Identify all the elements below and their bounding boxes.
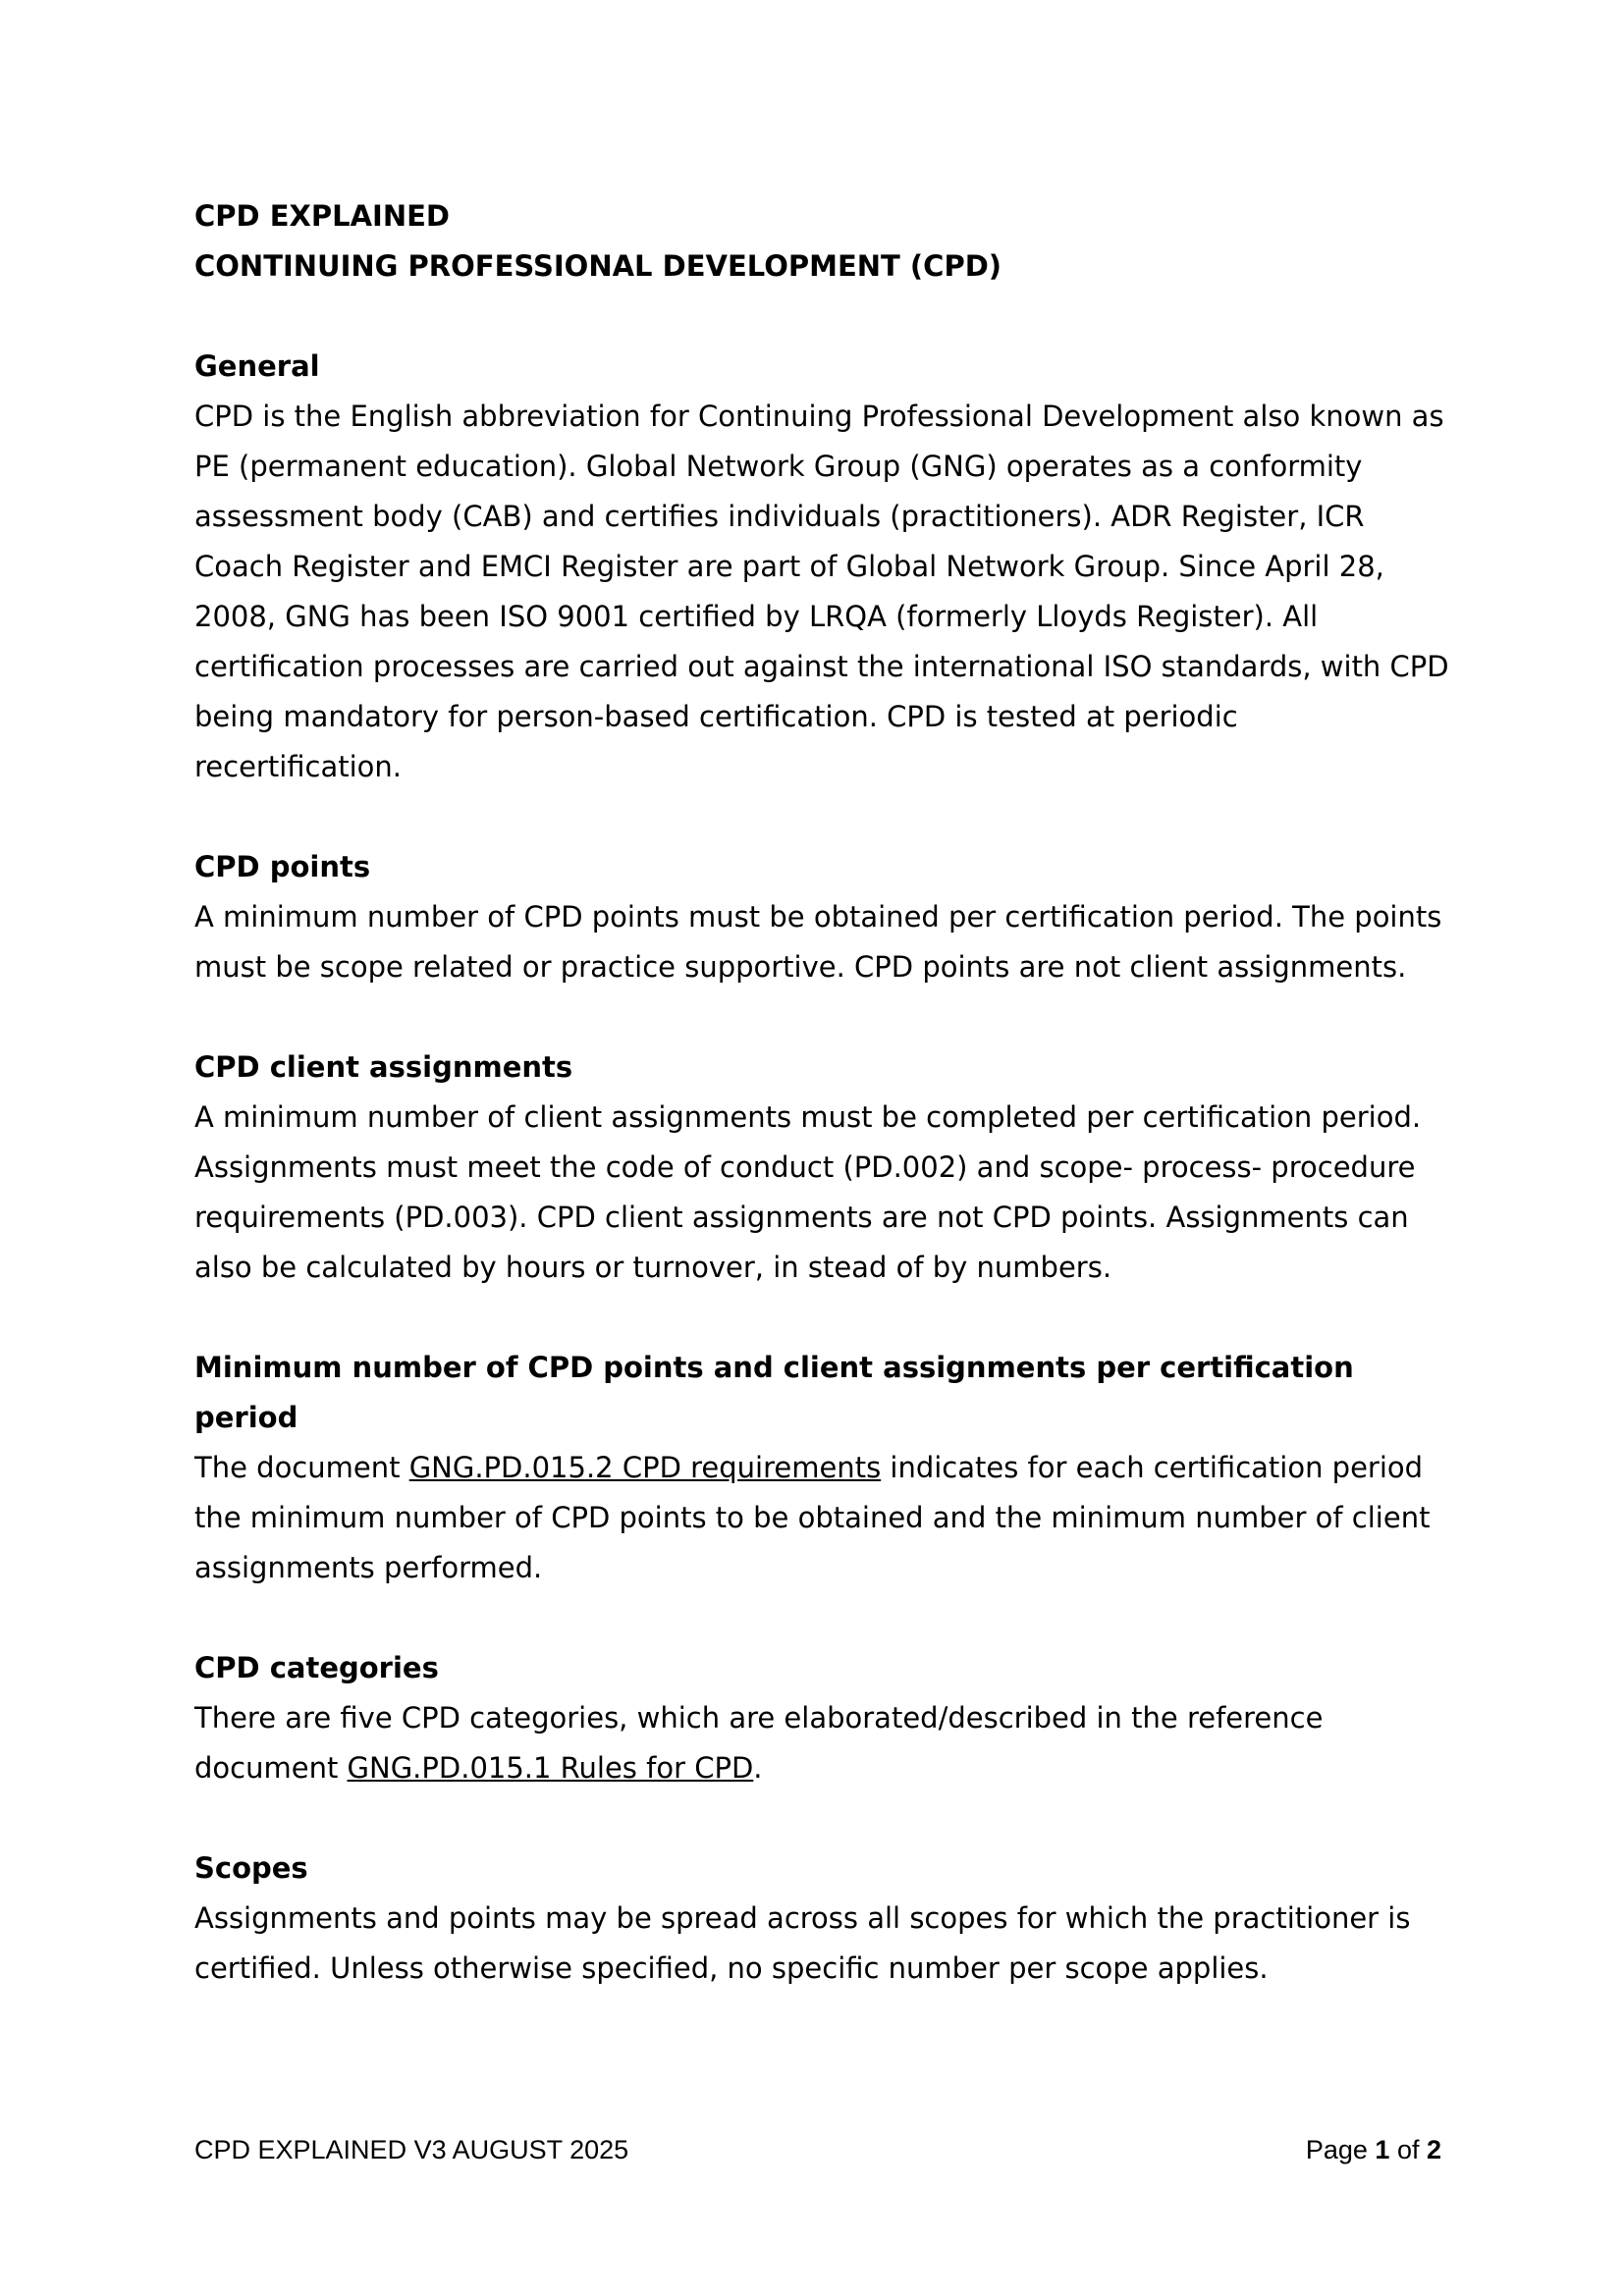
section-text: CPD is the English abbreviation for Continuing Professional Development also known as PE (permanent education). Global Network Group (GNG) operates as a conformity assessment body (CAB) and certifies individuals (practitioners). ADR Register, ICR Coach Register and EMCI Register are part of Global Network Group. Since April 28, 2008, GNG has been ISO 9001 certified by LRQA (formerly Lloyds Register). All certification processes are carried out against the international ISO standards, with CPD being mandatory for person-based certification. CPD is tested at periodic recertification. [194, 400, 1449, 783]
section-categories [194, 1643, 1451, 1793]
section-general [194, 342, 1451, 792]
section-text [194, 1693, 1451, 1793]
section-text: A minimum number of client assignments must be completed per certification period. Assignments must meet the code of conduct (PD.002) and scope- process- procedure requirements (PD.003). CPD client assignments are not CPD points. Assignments can also be calculated by hours or turnover, in stead of by numbers. [194, 1100, 1422, 1284]
section-scopes [194, 1843, 1451, 1994]
section-heading: CPD categories [194, 1651, 439, 1684]
section-minimum [194, 1343, 1451, 1593]
text-fragment: The document [194, 1451, 409, 1484]
section-text: A minimum number of CPD points must be obtained per certification period. The points must be scope related or practice supportive. CPD points are not client assignments. [194, 900, 1442, 984]
section-cpd-points [194, 842, 1451, 992]
page-number [1306, 2132, 1441, 2167]
page-current: 1 [1375, 2135, 1390, 2164]
page-of: of [1389, 2135, 1427, 2164]
page-word: Page [1305, 2135, 1376, 2164]
section-client-assignments [194, 1042, 1451, 1293]
section-text [194, 1443, 1451, 1593]
text-fragment: There are five CPD categories, which are elaborated/described in the reference document [194, 1701, 1324, 1785]
text-fragment: . [753, 1751, 763, 1785]
footer-document-version: CPD EXPLAINED V3 AUGUST 2025 [194, 2135, 629, 2164]
text-fragment: indicates for each certification period the minimum number of CPD points to be obtained and the minimum number of client assignments performed. [194, 1451, 1431, 1584]
rules-for-cpd-link[interactable]: GNG.PD.015.1 Rules for CPD [347, 1751, 754, 1785]
section-heading: Minimum number of CPD points and client assignments per certification period [194, 1351, 1354, 1434]
page-total: 2 [1426, 2135, 1441, 2164]
section-heading: Scopes [194, 1851, 308, 1885]
document-body [194, 191, 1451, 1994]
document-title: CPD EXPLAINED [194, 199, 450, 233]
section-heading: CPD client assignments [194, 1050, 573, 1084]
document-subtitle: CONTINUING PROFESSIONAL DEVELOPMENT (CPD) [194, 249, 1002, 283]
section-heading: General [194, 349, 320, 383]
page-footer [194, 2132, 1441, 2167]
section-text: Assignments and points may be spread across all scopes for which the practitioner is certified. Unless otherwise specified, no specific number per scope applies. [194, 1901, 1411, 1985]
section-heading: CPD points [194, 850, 371, 883]
cpd-requirements-link[interactable]: GNG.PD.015.2 CPD requirements [408, 1451, 882, 1484]
